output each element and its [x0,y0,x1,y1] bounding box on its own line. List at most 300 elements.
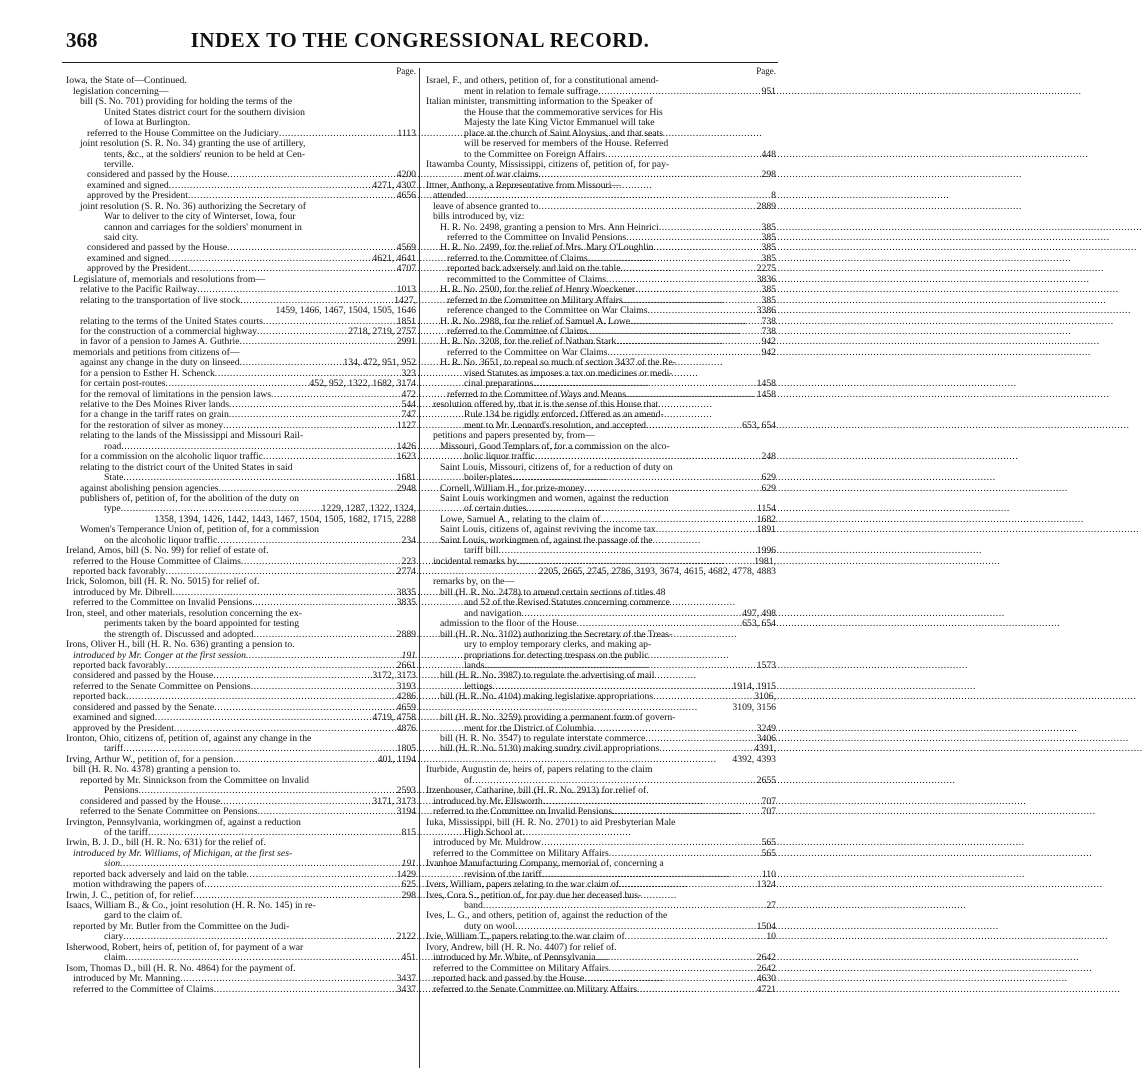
entry-text: for certain post-routes [80,378,166,390]
page-reference: 3106, [754,691,776,703]
index-line: tents, &c., at the soldiers' reunion to be held at Cen- [104,148,306,160]
page-reference: 472 [401,388,416,400]
index-line [66,379,416,389]
page-reference: 3836 [756,273,776,285]
index-line [66,880,416,890]
index-line [426,306,776,316]
index-line: Isom, Thomas D., bill (H. R. No. 4864) for the payment of. [66,962,296,974]
index-line: joint resolution (S. R. No. 36) authorizing the Secretary of [80,200,306,212]
page-reference: 27 [766,900,776,911]
index-line: Missouri, Good Templars of, for a commission on the alco- [440,440,670,452]
page-reference: 815 [401,826,416,838]
page-reference: 3386 [756,305,776,317]
page-reference: 4707 [396,263,416,275]
entry-text: of certain duties [464,503,527,515]
index-line: relating to the district court of the United States in said [80,461,293,473]
index-line: War to deliver to the city of Winterset, Iowa, four [104,211,296,223]
index-line: Women's Temperance Union of, petition of, for a commission [80,524,320,536]
leader-dots [512,473,761,483]
entry-text: introduced by Mr. Muldrow [433,837,542,849]
index-line: of Iowa at Burlington. [104,117,191,129]
page-reference: 565 [761,847,776,859]
entry-text: H. R. No. 2500, for the relief of Henry Woeckener [440,284,636,296]
page-reference: 544 [401,399,416,410]
index-line: 1358, 1394, 1426, 1442, 1443, 1467, 1504, 1505, 1682, 1715, 2288 [154,513,416,525]
page-reference: 191 [401,649,416,661]
page-reference: 3249 [756,722,776,734]
leader-dots [258,807,397,817]
index-line: bill (H. R. No. 3259) providing a permanent form of govern- [440,712,676,724]
index-line: Isherwood, Robert, heirs of, petition of, for payment of a war [66,941,304,953]
right-column [426,66,776,995]
leader-dots [240,337,397,347]
page-reference: 3194 [396,806,416,818]
page-column-label: Page. [756,66,776,76]
page-reference: 4656 [396,190,416,202]
entry-text: introduced by Mr. Dibrell [73,586,173,598]
entry-text: of the tariff [104,826,148,838]
index-line: bill (H. R. No. 4378) granting a pension to. [73,764,241,776]
entry-text: referred to the Senate Committee on Military Affairs [433,983,638,995]
index-line: 2205, 2665, 2745, 2786, 3193, 3674, 4615, 4682, 4778, 4883 [538,566,776,577]
entry-text: approved by the President [87,263,188,275]
leader-dots [637,985,757,995]
entry-text: examined and signed [87,252,169,264]
index-line: will be reserved for members of the House. Referred [464,138,669,150]
index-line [426,744,776,754]
entry-text: admission to the floor of the House [440,618,577,630]
entry-text: H. R. No. 3208, for the relief of Nathan Stark [440,336,617,348]
entry-text: reported back favorably [73,566,166,577]
page-reference: 3437 [396,983,416,995]
entry-text: ment in relation to female suffrage [464,85,599,97]
page-reference: 110 [761,868,776,880]
entry-text: reported back adversely and laid on the table [447,263,621,275]
page-reference: 738 [761,325,776,337]
entry-text: tariff bill [464,545,499,557]
left-column [66,66,416,995]
index-line: bill (H. R. No. 2478) to amend certain sections of titles 48 [440,586,666,598]
index-line: petitions and papers presented by, from— [433,430,595,442]
page-reference: 4876 [396,722,416,734]
page-reference: 1229, 1287, 1322, 1324, [321,503,416,515]
entry-text: revision of the tariff [464,868,542,880]
index-line: High School at. [464,826,525,838]
index-line: bill (H. R. No. 3987) to regulate the advertising of mail [440,670,655,682]
index-line: Iowa, the State of—Continued. [66,75,187,87]
index-line: and 52 of the Revised Statutes concerning commerce [464,597,670,609]
page-reference: 2593 [396,785,416,797]
page-reference: 4659 [396,701,416,713]
index-line: Iron, steel, and other materials, resolution concerning the ex- [66,607,302,619]
index-line: Itawamba County, Mississippi, citizens of, petition of, for pay- [426,158,670,170]
entry-text: duty on wool [464,920,516,932]
index-line: joint resolution (S. R. No. 34) granting the use of artillery, [80,138,306,150]
index-line: 1459, 1466, 1467, 1504, 1505, 1646 [275,305,416,317]
index-line: Isaacs, William B., & Co., joint resolution (H. R. No. 145) in re- [66,900,316,911]
index-line: Irick, Solomon, bill (H. R. No. 5015) for relief of. [66,576,260,588]
entry-text: reported back adversely and laid on the table [73,868,247,880]
entry-text: referred to the Senate Committee on Pensions [73,680,251,692]
index-line [426,379,776,389]
index-line: place at the church of Saint Aloysius, and that seats [464,127,664,139]
entry-text: referred to the Committee of Ways and Means [447,388,627,400]
index-line: Irons, Oliver H., bill (H. R. No. 636) granting a pension to. [66,639,295,651]
entry-text: motion withdrawing the papers of [73,879,205,891]
page-reference: 3171, 3173 [372,795,416,807]
index-line: Israel, F., and others, petition of, for a constitutional amend- [426,75,659,87]
index-line: 3109, 3156 [732,701,776,713]
index-line: Ironton, Ohio, citizens of, petition of, against any change in the [66,733,312,744]
leader-dots [625,932,767,942]
page-reference: 1573 [756,659,776,671]
page-number: 368 [66,28,98,52]
entry-text: referred to the Committee on War Claims [447,346,608,358]
entry-text: sion [104,858,121,870]
entry-text: introduced by Mr. Conger at the first session [73,649,246,661]
leader-dots [612,807,761,817]
leader-dots [214,985,397,995]
entry-text: reported back [73,691,126,703]
index-line [426,974,776,984]
page-reference: 2889 [396,628,416,640]
index-line [66,985,416,995]
entry-text: referred to the Committee of Claims [73,983,214,995]
page-reference: 1504 [756,920,776,932]
entry-text: considered and passed by the House [87,169,228,181]
page-reference: 3437 [396,973,416,985]
page-reference: 4271, 4307 [372,179,416,191]
index-line: Ittner, Anthony, a Representative from Missouri— [426,179,622,191]
index-line: propriations for detecting trespass on the public [464,649,649,661]
page-title: INDEX TO THE CONGRESSIONAL RECORD. [190,28,650,52]
page-reference: 451 [401,952,416,964]
page-reference: 452, 952, 1322, 1682, 3174 [309,378,416,390]
entry-text: for the restoration of silver as money [80,419,224,431]
index-line [66,807,416,817]
index-line: publishers of, petition of, for the abolition of the duty on [80,492,300,504]
index-line [66,473,416,483]
page-reference: 2889 [756,200,776,212]
page-reference: 3406 [756,733,776,744]
entry-text: ment to Mr. Leonard's resolution, and accepted [464,419,646,431]
leader-dots [619,880,757,890]
entry-text: ciary [104,931,124,943]
entry-text: examined and signed [87,179,169,191]
page-reference: 4621, 4641 [372,252,416,264]
entry-text: for a change in the tariff rates on grain [80,409,229,421]
index-line: remarks by, on the— [433,576,515,588]
entry-text: recommitted to the Committee of Claims [447,273,607,285]
page-reference: 1426 [396,440,416,452]
page-reference: 2774 [396,566,416,577]
page-reference: 3835 [396,597,416,609]
entry-text: attended [433,190,466,202]
leader-dots [648,306,757,316]
leader-dots [233,755,378,765]
page-reference: 298 [401,889,416,901]
entry-text: Cornell, William H., for prize-money [440,482,585,494]
page-reference: 4286 [396,691,416,703]
leader-dots [656,525,757,535]
index-line [426,692,776,702]
page-reference: 385 [761,284,776,296]
page-reference: 401, 1194 [377,753,416,765]
entry-text: type [104,503,121,515]
right-column-lines [426,76,776,995]
page-reference: 248 [761,451,776,463]
entry-text: for a commission on the alcoholic liquor traffic [80,451,264,463]
page-reference: 234 [401,534,416,546]
entry-text: Ivie, William T., papers relating to the war claim of [426,931,625,943]
entry-text: referred to the House Committee on the Judiciary [87,127,279,139]
entry-text: to the Committee on Foreign Affairs [464,148,606,160]
entry-text: for a pension to Esther H. Schenck [80,367,215,379]
header-rule [62,62,778,63]
page-reference: 1429 [396,868,416,880]
page-column-label: Page. [396,66,416,76]
entry-text: considered and passed by the House [87,242,228,254]
entry-text: H. R. No. 2498, granting a pension to Mrs. Ann Heinrici [440,221,659,233]
entry-text: road [104,440,122,452]
entry-text: referred to the Committee on Invalid Pensions [433,806,613,818]
entry-text: referred to the Committee of Claims [447,252,588,264]
entry-text: the strength of. Discussed and adopted [104,628,254,640]
entry-text: introduced by Mr. White, of Pennsylvania [433,952,596,964]
leader-dots [155,713,373,723]
left-column-lines [66,76,416,995]
leader-dots [533,379,756,389]
leader-dots [180,974,397,984]
entry-text: referred to the Committee on Military Affairs [433,847,609,859]
entry-text: referred to the Committee of Claims [447,325,588,337]
entry-text: Irving, Arthur W., petition of, for a pension [66,753,234,765]
index-line: gard to the claim of. [104,910,183,922]
leader-dots [584,974,756,984]
entry-text: for the removal of limitations in the pension laws [80,388,272,400]
index-line: the House that the commemorative services for His [464,106,663,118]
index-line [66,974,416,984]
page-reference: 323 [401,367,416,379]
page-reference: 298 [761,169,776,181]
index-line: reported by Mr. Sinnickson from the Committee on Invalid [80,774,309,786]
entry-text: referred to the Senate Committee on Pensions [80,806,258,818]
index-line: Ives, Cora S., petition of, for pay due her deceased hus- [426,889,642,901]
leader-dots [646,421,742,431]
page-reference: 3172, 3173 [372,670,416,682]
index-line: introduced by Mr. Williams, of Michigan, at the first ses- [73,847,293,859]
page-reference: 4630 [756,973,776,985]
index-line: resolution offered by, that it is the sense of this House that [433,399,659,410]
page-reference: 4200 [396,169,416,181]
entry-text: against abolishing pension agencies [80,482,219,494]
entry-text: Ivers, William, papers relating to the war claim of [426,879,620,891]
entry-text: reported back favorably [73,659,166,671]
leader-dots [499,546,757,556]
entry-text: tariff [104,743,124,755]
index-line: bill (H. R. No. 3102) authorizing the Secretary of the Treas- [440,628,673,640]
page-reference: 625 [401,879,416,891]
entry-text: considered and passed by the House [73,670,214,682]
leader-dots [166,379,310,389]
index-line: Itzenhouser, Catharine, bill (H. R. No. 2913) for relief of. [426,785,649,797]
entry-text: reference changed to the Committee on War Claims [447,305,648,317]
page-reference: 2642 [756,952,776,964]
index-line: memorials and petitions from citizens of— [73,346,240,358]
page-reference: 1682 [756,513,776,525]
index-line: reported by Mr. Butler from the Committee on the Judi- [73,920,290,932]
page-reference: 2122 [396,931,416,943]
entry-text: incidental remarks by [433,555,517,567]
entry-text: Irwin, J. C., petition of, for relief [66,889,194,901]
entry-text: bill (H. R. No. 4104) making legislative appropriations [440,691,654,703]
index-line: Ives, L. G., and others, petition of, against the reduction of the [426,910,668,922]
index-line: Saint Louis, workingmen of, against the passage of the [440,534,653,546]
index-line: Saint Louis workingmen and women, against the reduction [440,492,669,504]
page-reference: 1891 [756,524,776,536]
page-reference: 2642 [756,962,776,974]
index-line: Ivanhoe Manufacturing Company, memorial of, concerning a [426,858,664,870]
entry-text: against any change in the duty on linseed [80,357,240,369]
entry-text: cinal preparations [464,378,534,390]
leader-dots [123,473,396,483]
page-reference: 4569 [396,242,416,254]
index-line: cannon and carriages for the soldiers' monument in [104,221,302,233]
entry-text: and navigation [464,607,522,619]
entry-text: bill (H. R. No. 3547) to regulate interstate commerce [440,733,646,744]
index-line: Irwin, B. J. D., bill (H. R. No. 631) for the relief of. [66,837,266,849]
index-line: H. R. No. 3651, to repeal so much of section 3437 of the Re- [440,357,676,369]
page-reference: 2275 [756,263,776,275]
page-reference: 497, 498 [742,607,776,619]
page-reference: 2661 [396,659,416,671]
page-reference: 707 [761,795,776,807]
page-reference: 1127 [396,419,416,431]
index-line: Iuka, Mississippi, bill (H. R. No. 2701) to aid Presbyterian Male [426,816,676,828]
page-reference: 2991 [396,336,416,348]
index-line: periments taken by the board appointed for testing [104,618,300,630]
entry-text: relating to the transportation of live stock [80,294,241,306]
page-reference: 385 [761,232,776,243]
index-line: said city. [104,232,139,243]
entry-text: for the construction of a commercial highway [80,325,258,337]
index-line [426,807,776,817]
page-reference: 1981, [754,555,776,567]
entry-text: H. R. No. 2499, for the relief of Mrs. Mary O'Loughlin [440,242,654,254]
page-reference: 2655 [756,774,776,786]
page-reference: 1914, 1915 [732,680,776,692]
page-reference: 1427, [394,294,416,306]
page-reference: 653, 654 [742,419,776,431]
index-line: Italian minister, transmitting information to the Speaker of [426,96,653,108]
page-reference: 1013 [396,284,416,296]
leader-dots [204,880,401,890]
entry-text: referred to the Committee on Invalid Pensions [447,232,627,243]
page-reference: 223 [401,555,416,567]
column-divider [419,68,420,1068]
page-reference: 385 [761,242,776,254]
page-reference: 1805 [396,743,416,755]
entry-text: State [104,472,124,484]
index-line: Rule 134 be rigidly enforced. Offered as an amend- [464,409,664,421]
page-reference: 707 [761,806,776,818]
page-reference: 1681 [396,472,416,484]
page-header [60,28,780,58]
entry-text: ment of war claims [464,169,539,181]
page-reference: 1324 [756,879,776,891]
page-reference: 1113 [397,127,416,139]
entry-text: approved by the President [87,190,188,202]
page-reference: 629 [761,472,776,484]
page-reference: 1996 [756,545,776,557]
entry-text: referred to the Committee on Invalid Pensions [73,597,253,609]
index-line [426,985,776,995]
entry-text: referred to the House Committee of Claims [73,555,241,567]
entry-text: relating to the terms of the United States courts [80,315,263,327]
entry-text: approved by the President [73,722,174,734]
entry-text: boiler-plates [464,472,513,484]
entry-text: considered and passed by the Senate [73,701,215,713]
index-line [66,713,416,723]
page-reference: 942 [761,346,776,358]
index-line: Saint Louis, Missouri, citizens of, for a reduction of duty on [440,461,673,473]
page-reference: 3193 [396,680,416,692]
index-line: Majesty the late King Victor Emmanuel will take [464,117,655,129]
entry-text: claim [104,952,126,964]
index-line: Ivory, Andrew, bill (H. R. No. 4407) for relief of. [426,941,617,953]
index-line: terville. [104,158,134,170]
page-reference: 8 [771,190,776,202]
entry-text: of [464,774,473,786]
page-reference: 629 [761,482,776,494]
index-line: 4392, 4393 [732,753,776,765]
entry-text: on the alcoholic liquor traffic [104,534,218,546]
index-line: Iturbide, Augustin de, heirs of, papers relating to the claim [426,764,653,776]
index-line: ury to employ temporary clerks, and making ap- [464,639,652,651]
index-line: bills introduced by, viz: [433,211,525,223]
page-reference: 951 [761,85,776,97]
index-line: legislation concerning— [73,85,169,97]
page-reference: 942 [761,336,776,348]
page-reference: 4719, 4758 [372,712,416,724]
page-reference: 1458 [756,388,776,400]
page-reference: 1851 [396,315,416,327]
page-reference: 4391, [754,743,776,755]
entry-text: Lowe, Samuel A., relating to the claim of [440,513,601,525]
entry-text: leave of absence granted to [433,200,539,212]
page-reference: 385 [761,252,776,264]
page-reference: 385 [761,221,776,233]
entry-text: ment for the District of Columbia [464,722,594,734]
entry-text: band [464,900,483,911]
entry-text: referred to the Committee on Military Affairs [433,962,609,974]
index-line [426,473,776,483]
index-line: United States district court for the southern division [104,106,305,118]
page-reference: 385 [761,294,776,306]
entry-text: reported back and passed by the House [433,973,585,985]
entry-text: examined and signed [73,712,155,724]
entry-text: in favor of a pension to James A. Guthrie [80,336,240,348]
index-line [426,546,776,556]
page-reference: 565 [761,837,776,849]
index-line: bill (S. No. 701) providing for holding the terms of the [80,96,293,108]
entry-text: introduced by Mr. Manning [73,973,181,985]
page-reference: 191 [401,858,416,870]
entry-text: relative to the Des Moines River lands [80,399,230,410]
index-line: Legislature of, memorials and resolutions from— [73,273,266,285]
page-reference: 653, 654 [742,618,776,630]
page-reference: 738 [761,315,776,327]
